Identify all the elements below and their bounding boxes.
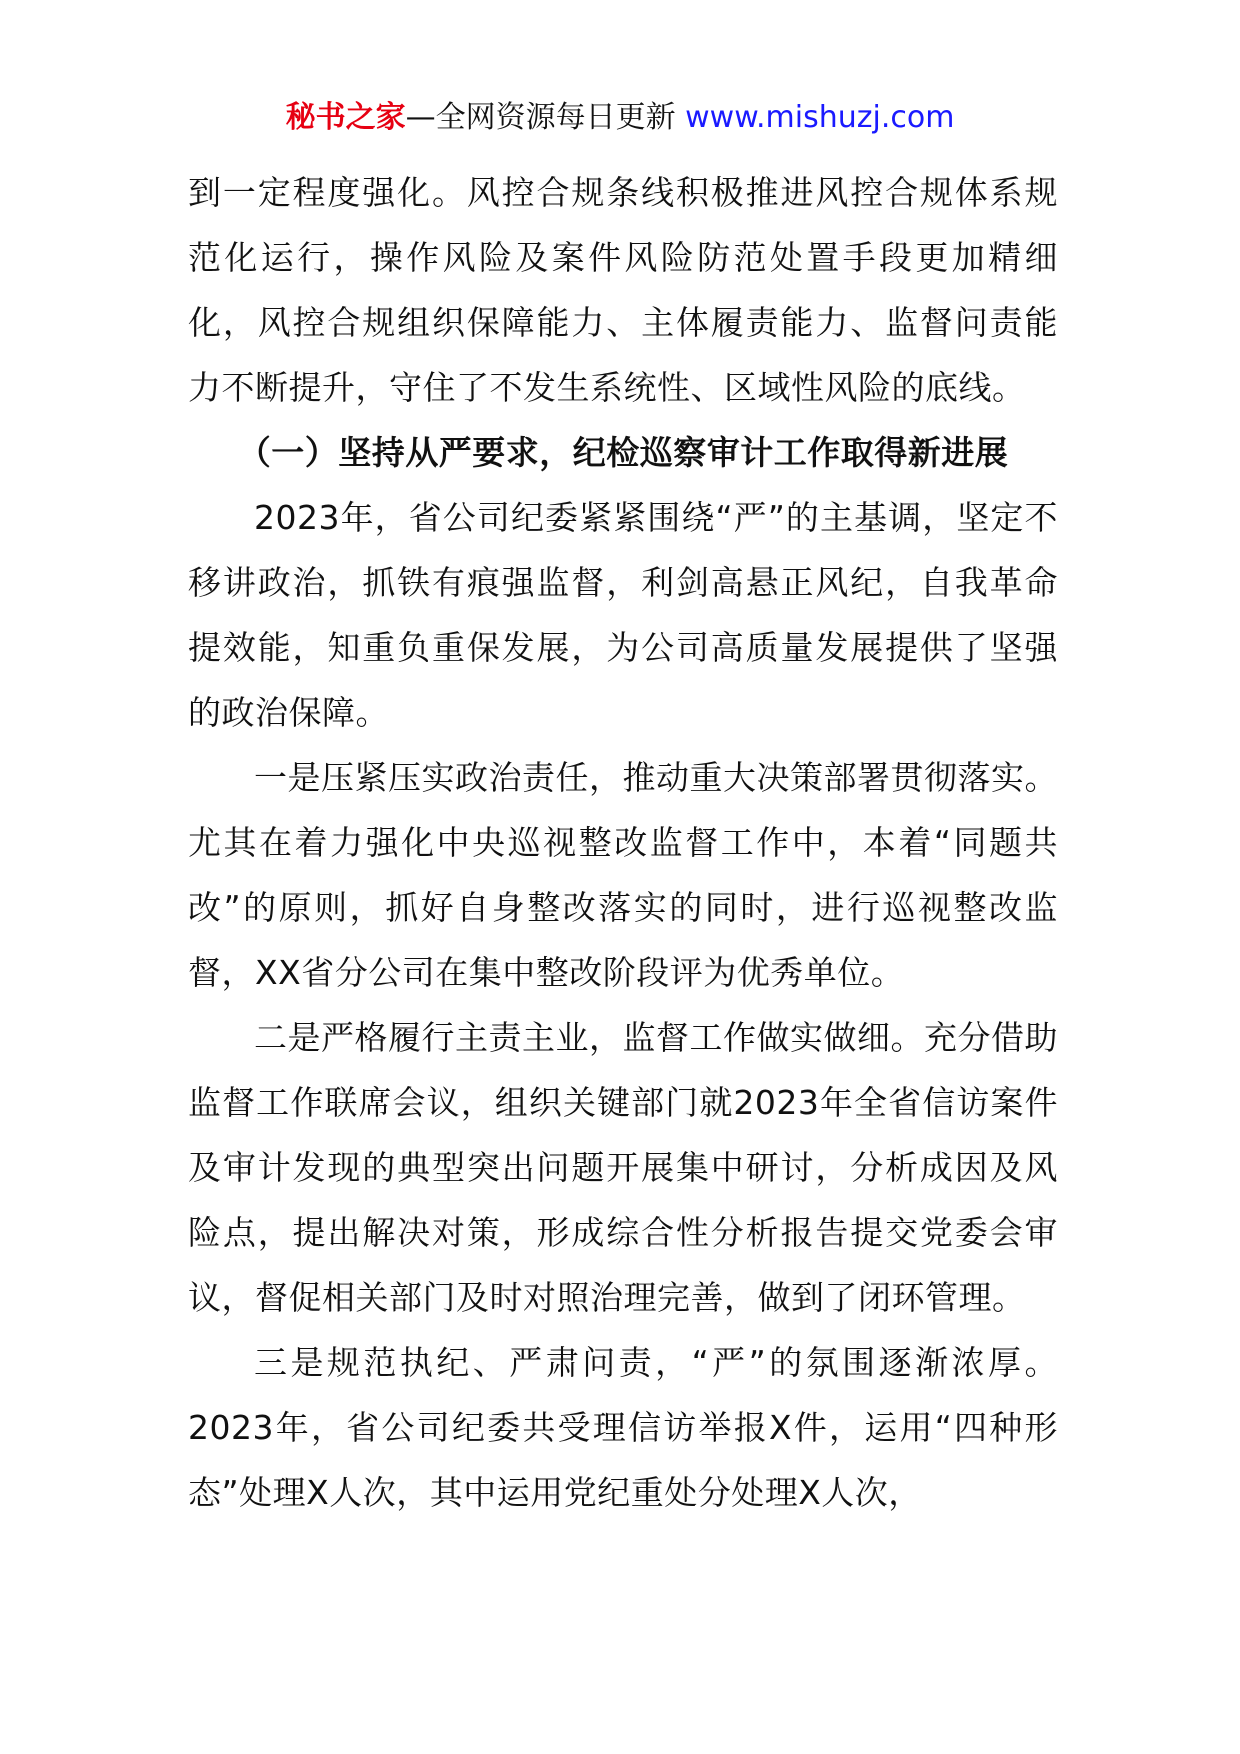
document-body [188,160,1058,1525]
header-brand: 秘书之家 [285,100,406,135]
header-site-link[interactable]: www.mishuzj.com [685,100,955,135]
paragraph-intro: 2023年，省公司纪委紧紧围绕“严”的主基调，坚定不移讲政治，抓铁有痕强监督，利剑高悬正风纪，自我革命提效能，知重负重保发展，为公司高质量发展提供了坚强的政治保障。 [188,498,1058,732]
header-tagline: —全网资源每日更新 [405,100,676,135]
paragraph-continued: 到一定程度强化。风控合规条线积极推进风控合规体系规范化运行，操作风险及案件风险防范处置手段更加精细化，风控合规组织保障能力、主体履责能力、监督问责能力不断提升，守住了不发生系统性、区域性风险的底线。 [188,173,1058,407]
paragraph-point-one: 一是压紧压实政治责任，推动重大决策部署贯彻落实。尤其在着力强化中央巡视整改监督工作中，本着“同题共改”的原则，抓好自身整改落实的同时，进行巡视整改监督，XX省分公司在集中整改阶段评为优秀单位。 [188,758,1058,992]
page-header [0,98,1240,138]
paragraph-point-three: 三是规范执纪、严肃问责，“严”的氛围逐渐浓厚。2023年，省公司纪委共受理信访举报X件，运用“四种形态”处理X人次，其中运用党纪重处分处理X人次， [188,1343,1058,1512]
section-heading: （一）坚持从严要求，纪检巡察审计工作取得新进展 [237,433,1009,472]
paragraph-point-two: 二是严格履行主责主业，监督工作做实做细。充分借助监督工作联席会议，组织关键部门就2023年全省信访案件及审计发现的典型突出问题开展集中研讨，分析成因及风险点，提出解决对策，形成综合性分析报告提交党委会审议，督促相关部门及时对照治理完善，做到了闭环管理。 [188,1018,1058,1317]
